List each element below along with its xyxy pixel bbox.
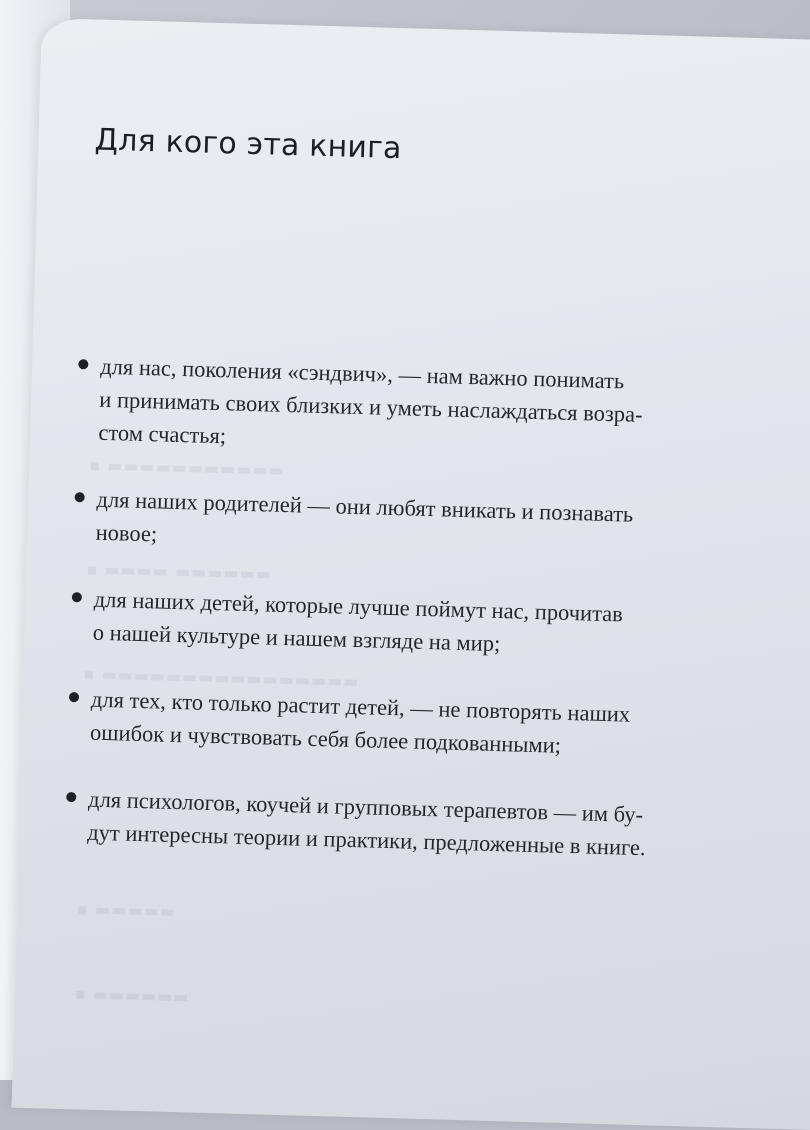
show-through-text: ▪ ▬▬▬▬▬▬▬▬▬▬▬ <box>89 455 285 480</box>
show-through-text: ▪ ▬▬▬▬ ▬▬▬▬▬▬ <box>86 559 273 584</box>
list-item-line: стом счастья; <box>98 419 227 449</box>
list-item-line: для психологов, коучей и групповых терапевтов — им бу- <box>87 786 644 828</box>
list-item-line: для тех, кто только растит детей, — не повторять наших <box>90 686 631 727</box>
bullet-icon <box>78 359 88 369</box>
list-item-line: и принимать своих близких и уметь наслаждаться возра- <box>99 386 643 427</box>
show-through-text: ▪ ▬▬▬▬▬▬ <box>74 984 190 1007</box>
list-item-line: для наших детей, которые лучше поймут нас, прочитав <box>93 586 624 627</box>
list-item <box>66 682 708 766</box>
list-item-line: новое; <box>95 519 158 547</box>
page-title: Для кого эта книга <box>94 122 403 167</box>
bullet-icon <box>74 492 84 502</box>
list-item <box>74 349 717 466</box>
bullet-icon <box>66 792 76 802</box>
list-item <box>68 582 710 666</box>
list-item-line: для наших родителей — они любят вникать и познавать <box>96 486 634 527</box>
list-item-line: ошибок и чувствовать себя более подкованными; <box>89 719 562 758</box>
book-page <box>12 18 810 1130</box>
list-item-line: о нашей культуре и нашем взгляде на мир; <box>92 619 501 657</box>
bullet-icon <box>72 592 82 602</box>
show-through-text: ▪ ▬▬▬▬▬▬▬▬▬▬▬▬▬▬▬▬ <box>83 664 360 692</box>
list-item <box>63 782 705 866</box>
audience-list <box>62 349 717 900</box>
list-item <box>71 482 713 566</box>
bullet-icon <box>69 692 79 702</box>
list-item-line: дут интересны теории и практики, предложенные в книге. <box>86 819 646 861</box>
list-item-line: для нас, поколения «сэндвич», — нам важно понимать <box>99 353 625 394</box>
show-through-text: ▪ ▬▬▬▬▬ <box>76 899 176 922</box>
